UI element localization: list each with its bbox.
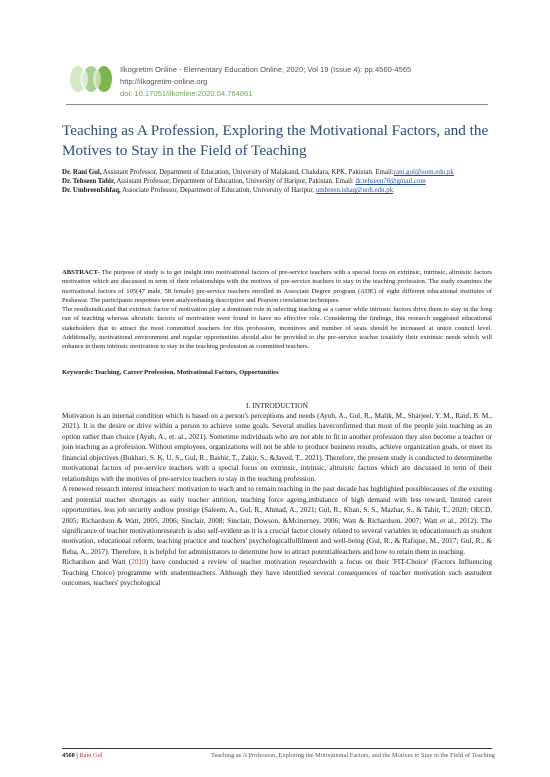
journal-url[interactable]: http://ilkogretim-online.org bbox=[120, 77, 208, 86]
keywords: Keywords: Teaching, Career Profession, Motivational Factors, Opportunities bbox=[62, 369, 279, 376]
author-email-link[interactable]: umbreen.ishaq@uoh.edu.pk bbox=[315, 187, 394, 195]
running-title: Teaching as A Profession, Exploring the Motivational Factors, and the Motives to Stay in the Field of Teaching bbox=[211, 752, 495, 759]
footer-divider bbox=[62, 748, 492, 749]
author-entry: Dr. Rani Gul, Assistant Professor, Department of Education, University of Malakand, Chakdara, KPK, Pakistan. Email:rani.gul@uom.edu.pk bbox=[62, 169, 454, 176]
body-paragraph: A renewed research interest inteachers' motivation to teach and to remain teaching in the past decade has highlighted possiblecauses of the existing and potential teacher shortages as early teacher attrition, teaching force ageing,imbalance of high demand with less reward, limited career opportunities, less job security andlow prestige (Saleem, A., Gul, R., Ahmad, A., 2021; Gul, R., Khan, S. S., Mazhar, S., & Tahir, T., 2020; OECD, 2005; Richardson & Watt, 2005, 2006; Sinclair, 2008; Sinclair, Dowson, &Mcinerney, 2006; Watt & Richardson, 2007; Watt et al., 2012). The significance of teacher motivationresearch is also self-evident as it is a crucial factor closely related to several variables in educationsuch as student motivation, educational reform, teaching practice and teachers' psychologicalfulfilment and well-being (Gul, R., & Rafique, M., 2017; Gul, R., & Reba, A., 2017). Therefore, it is helpful for administrators to determine how to attract potentialteachers and how to retain them in teaching. bbox=[62, 485, 492, 556]
abstract-paragraph: The purpose of study is to get insight into motivational factors of pre-service teachers with a special focus on extrinsic, intrinsic, altruistic factors motivation which are discussed in term of their relationships with the motives of pre-service teachers to stay in the teaching profession. The study examines the motivational factors of 105(47 male, 58 female) pre-service teachers enrolled in Associate Degree program (ADE) of eight different educational institutes of Peshawar. The participants responses were analyzedusing descriptive and Pearson correlation techniques. bbox=[62, 269, 492, 304]
journal-logo bbox=[66, 60, 116, 98]
page-footer bbox=[62, 751, 495, 773]
journal-doi[interactable]: doi: 10.17051/ilkonline.2020.04.764861 bbox=[120, 89, 253, 98]
author-entry: Dr. UmbreenIshfaq, Associate Professor, Department of Education, University of Haripur, umbreen.ishaq@uoh.edu.pk bbox=[62, 187, 394, 195]
author-email-link[interactable]: dr.tehseen78@gmail.com bbox=[355, 178, 426, 186]
section-heading: I. INTRODUCTION bbox=[246, 401, 308, 410]
body-paragraph: Motivation is an internal condition which is based on a person's perceptions and needs (Ayub, A., Gul, R., Malik, M., Sharjeel, Y. M., Rauf, B. M., 2021). It is the desire or drive within a person to achieve some goals. Several studies haveconfirmed that most of the people join teaching as an option rather than choice (Ayub, A., et. al., 2021). Sometime individuals who are not able to fit in another profession they also become a teacher or join teaching as a profession. Without employees, organizations will not be able to produce business results, achieve organization goals, or meet its financial objectives (Bukhari, S. K. U. S., Gul, R., Bashir, T., Zakir, S., &Javed, T., 2021). Therefore, the present study is conducted to determinethe motivational factors of pre-service teachers with a special focus on extrinsic, intrinsic, altruistic factors which are discussed in term of their relationships with the motives of pre-service teachers to stay in the teaching profession. bbox=[62, 412, 492, 483]
paper-title: Teaching as A Profession, Exploring the Motivational Factors, and the Motives to Stay in the Field of Teaching bbox=[62, 122, 489, 159]
journal-header bbox=[66, 58, 486, 106]
author-entry: Dr. Tehseen Tahir, Assistant Professor, Department of Education, University of Haripur, Pakistan. Email: dr.tehseen78@gmail.com bbox=[62, 178, 426, 186]
abstract-label: ABSTRACT- bbox=[62, 269, 100, 276]
body-paragraph: Richardson and Watt (2010) have conducted a review of teacher motivation researchwith a focus on their 'FIT-Choice' (Factors Influencing Teaching Choice) programme with studentteachers. Although they have identified several consequences of teacher motivation such asstudent outcomes, teachers' psychological bbox=[62, 558, 492, 588]
header-divider bbox=[66, 104, 488, 105]
abstract bbox=[62, 268, 492, 351]
body-text bbox=[62, 411, 492, 589]
citation-link[interactable]: 2010 bbox=[131, 558, 146, 567]
footer-author: Rani Gul bbox=[79, 752, 103, 759]
journal-citation: Ilkogretim Online - Elementary Education Online, 2020; Vol 19 (Issue 4): pp.4560-4565 bbox=[120, 65, 412, 74]
author-list bbox=[62, 168, 492, 196]
author-email-link[interactable]: rani.gul@uom.edu.pk bbox=[393, 169, 454, 176]
page-number: 4560 | Rani Gul bbox=[62, 752, 103, 759]
abstract-paragraph: The resultsindicated that extrinsic factor of motivation play a dominant role in selecting teaching as a career while intrinsic factors drive them to stay in the long run of teaching whereas altruistic factors of motivation were found to have no effective role. Considering the findings, this research suggested educational stakeholders that to attract the most committed teachers for this profession, incentives and number of seats should be increased at union council level. Additionally, motivational environment and regular opportunities should also be provided to the pre-service teacher tosatisfy their extrinsic needs which will enhance in them intrinsic motivation to stay in the teaching profession as committed teachers. bbox=[62, 306, 492, 350]
